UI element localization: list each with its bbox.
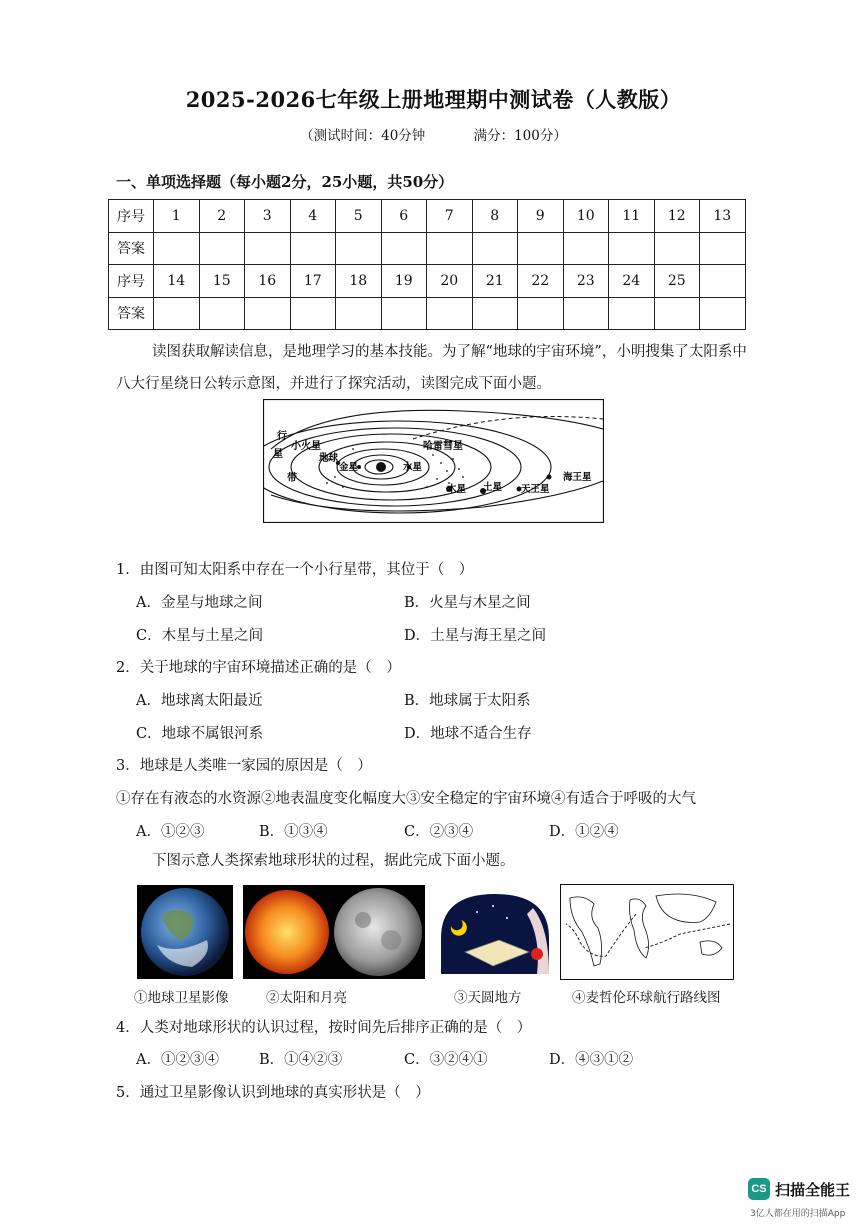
table-cell: 9 bbox=[518, 200, 564, 233]
scanner-watermark bbox=[748, 1178, 864, 1224]
label-asteroid-2: 星 bbox=[273, 449, 283, 460]
answer-cell[interactable] bbox=[518, 232, 564, 265]
row-label: 序号 bbox=[109, 200, 154, 233]
sun-and-moon-image bbox=[243, 885, 425, 979]
exam-score: 满分：100分） bbox=[473, 128, 567, 144]
label-saturn: 土星 bbox=[483, 482, 503, 493]
table-cell: 16 bbox=[245, 265, 291, 298]
label-venus: 金星 bbox=[339, 462, 359, 473]
q4-option-c[interactable]: C．③②④① bbox=[404, 1052, 488, 1068]
caption-2: ②太阳和月亮 bbox=[266, 990, 347, 1006]
table-cell: 4 bbox=[290, 200, 336, 233]
row-label: 答案 bbox=[109, 232, 154, 265]
answer-cell[interactable] bbox=[154, 232, 200, 265]
answer-cell[interactable] bbox=[609, 297, 655, 330]
label-uranus: 天王星 bbox=[521, 484, 550, 495]
table-cell: 20 bbox=[427, 265, 473, 298]
q3-statements: ①存在有液态的水资源②地表温度变化幅度大③安全稳定的宇宙环境④有适合于呼吸的大气 bbox=[116, 791, 696, 807]
question-4: 4．人类对地球形状的认识过程，按时间先后排序正确的是（ ） bbox=[116, 1020, 532, 1036]
page-title: 2025-2026七年级上册地理期中测试卷（人教版） bbox=[185, 87, 682, 112]
question-2: 2．关于地球的宇宙环境描述正确的是（ ） bbox=[116, 660, 401, 676]
solar-system-diagram bbox=[263, 399, 604, 523]
intro-paragraph bbox=[116, 336, 756, 400]
answer-cell[interactable] bbox=[654, 297, 700, 330]
answer-cell[interactable] bbox=[427, 232, 473, 265]
q4-option-d[interactable]: D．④③①② bbox=[549, 1052, 634, 1068]
q3-option-c[interactable]: C．②③④ bbox=[404, 824, 474, 840]
table-row bbox=[109, 232, 746, 265]
answer-cell[interactable] bbox=[199, 297, 245, 330]
table-cell: 22 bbox=[518, 265, 564, 298]
table-cell: 1 bbox=[154, 200, 200, 233]
intro-line: 读图获取解读信息，是地理学习的基本技能。为了解“地球的宇宙环境”，小明搜集了太阳系中 bbox=[152, 344, 747, 360]
caption-1: ①地球卫星影像 bbox=[134, 990, 229, 1006]
q1-option-c[interactable]: C．木星与土星之间 bbox=[136, 628, 264, 644]
section-heading: 一、单项选择题（每小题2分，25小题，共50分） bbox=[116, 173, 454, 191]
round-heaven-square-earth-image bbox=[437, 888, 553, 980]
intro-line: 八大行星绕日公转示意图，并进行了探究活动，读图完成下面小题。 bbox=[116, 376, 551, 392]
table-cell: 6 bbox=[381, 200, 427, 233]
answer-cell[interactable] bbox=[563, 232, 609, 265]
table-cell: 12 bbox=[654, 200, 700, 233]
label-mars: 小火星 bbox=[291, 441, 321, 452]
table-cell: 25 bbox=[654, 265, 700, 298]
table-cell: 18 bbox=[336, 265, 382, 298]
answer-table bbox=[108, 199, 746, 330]
label-jupiter: 木星 bbox=[447, 484, 467, 495]
table-cell: 2 bbox=[199, 200, 245, 233]
q2-option-d[interactable]: D．地球不适合生存 bbox=[404, 726, 532, 742]
table-cell: 24 bbox=[609, 265, 655, 298]
answer-cell[interactable] bbox=[518, 297, 564, 330]
answer-cell[interactable] bbox=[290, 232, 336, 265]
question-5: 5．通过卫星影像认识到地球的真实形状是（ ） bbox=[116, 1085, 430, 1101]
exam-info bbox=[0, 124, 867, 144]
table-cell: 10 bbox=[563, 200, 609, 233]
answer-cell[interactable] bbox=[381, 232, 427, 265]
answer-cell[interactable] bbox=[290, 297, 336, 330]
scanner-tagline: 3亿人都在用的扫描App bbox=[750, 1209, 846, 1219]
answer-cell[interactable] bbox=[336, 232, 382, 265]
q1-option-d[interactable]: D．土星与海王星之间 bbox=[404, 628, 547, 644]
answer-cell[interactable] bbox=[427, 297, 473, 330]
earth-satellite-image bbox=[137, 885, 233, 979]
q3-option-a[interactable]: A．①②③ bbox=[136, 824, 205, 840]
scanner-brand: 扫描全能王 bbox=[775, 1181, 851, 1199]
answer-cell[interactable] bbox=[472, 232, 518, 265]
magellan-route-map bbox=[560, 884, 734, 980]
row-label: 答案 bbox=[109, 297, 154, 330]
label-earth: 地球 bbox=[319, 453, 339, 464]
table-cell: 7 bbox=[427, 200, 473, 233]
q3-option-d[interactable]: D．①②④ bbox=[549, 824, 619, 840]
answer-cell[interactable] bbox=[700, 232, 746, 265]
answer-cell[interactable] bbox=[609, 232, 655, 265]
q3-option-b[interactable]: B．①③④ bbox=[259, 824, 328, 840]
answer-cell[interactable] bbox=[245, 232, 291, 265]
row-label: 序号 bbox=[109, 265, 154, 298]
answer-cell[interactable] bbox=[654, 232, 700, 265]
answer-cell[interactable] bbox=[472, 297, 518, 330]
q2-option-a[interactable]: A．地球离太阳最近 bbox=[136, 693, 263, 709]
answer-cell[interactable] bbox=[563, 297, 609, 330]
table-row bbox=[109, 297, 746, 330]
table-row bbox=[109, 265, 746, 298]
table-row bbox=[109, 200, 746, 233]
q1-option-b[interactable]: B．火星与木星之间 bbox=[404, 595, 531, 611]
label-mercury: 水星 bbox=[403, 462, 423, 473]
q4-option-a[interactable]: A．①②③④ bbox=[136, 1052, 219, 1068]
answer-cell[interactable] bbox=[336, 297, 382, 330]
table-cell: 11 bbox=[609, 200, 655, 233]
q4-option-b[interactable]: B．①④②③ bbox=[259, 1052, 343, 1068]
table-cell: 19 bbox=[381, 265, 427, 298]
table-cell: 5 bbox=[336, 200, 382, 233]
label-halley-comet: 哈雷彗星 bbox=[423, 441, 463, 452]
camscanner-logo-icon: CS bbox=[748, 1178, 770, 1200]
table-cell: 14 bbox=[154, 265, 200, 298]
label-asteroid-3: 带 bbox=[287, 473, 297, 484]
intro-paragraph-2: 下图示意人类探索地球形状的过程，据此完成下面小题。 bbox=[152, 853, 515, 869]
question-3: 3．地球是人类唯一家园的原因是（ ） bbox=[116, 758, 372, 774]
table-cell: 3 bbox=[245, 200, 291, 233]
exam-time: （测试时间：40分钟 bbox=[300, 128, 426, 144]
table-cell: 17 bbox=[290, 265, 336, 298]
answer-cell[interactable] bbox=[700, 297, 746, 330]
answer-cell[interactable] bbox=[199, 232, 245, 265]
table-cell: 13 bbox=[700, 200, 746, 233]
answer-cell[interactable] bbox=[245, 297, 291, 330]
q2-option-c[interactable]: C．地球不属银河系 bbox=[136, 726, 264, 742]
q1-option-a[interactable]: A．金星与地球之间 bbox=[136, 595, 263, 611]
question-1: 1．由图可知太阳系中存在一个小行星带，其位于（ ） bbox=[116, 562, 474, 578]
q2-option-b[interactable]: B．地球属于太阳系 bbox=[404, 693, 531, 709]
label-neptune: 海王星 bbox=[563, 472, 592, 483]
caption-3: ③天圆地方 bbox=[454, 990, 522, 1006]
table-cell: 21 bbox=[472, 265, 518, 298]
table-cell bbox=[700, 265, 746, 298]
answer-cell[interactable] bbox=[381, 297, 427, 330]
table-cell: 8 bbox=[472, 200, 518, 233]
table-cell: 23 bbox=[563, 265, 609, 298]
table-cell: 15 bbox=[199, 265, 245, 298]
label-asteroid-1: 行 bbox=[277, 431, 287, 442]
answer-cell[interactable] bbox=[154, 297, 200, 330]
caption-4: ④麦哲伦环球航行路线图 bbox=[572, 990, 721, 1006]
